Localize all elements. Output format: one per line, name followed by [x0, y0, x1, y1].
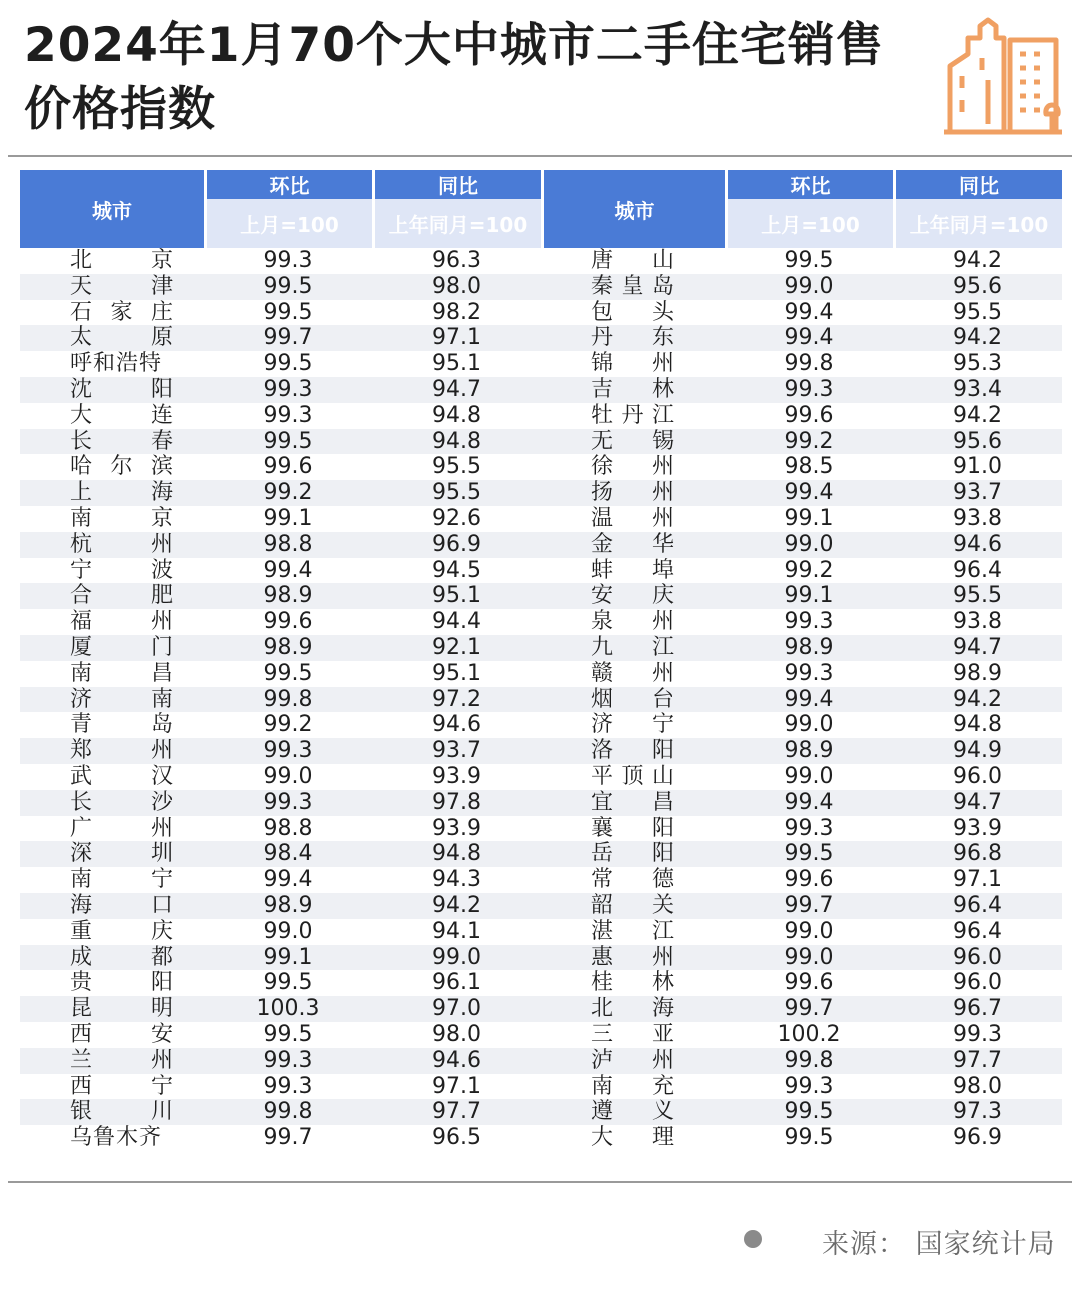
left-yoy-value: 96.9 — [372, 532, 541, 558]
left-city-name: 成都 — [20, 945, 204, 971]
right-city-name: 泸州 — [541, 1048, 725, 1074]
left-mom-value: 99.3 — [263, 402, 313, 428]
left-city-name: 兰州 — [20, 1048, 204, 1074]
left-city-name: 济南 — [20, 687, 204, 713]
right-yoy-value: 95.3 — [953, 351, 1002, 377]
city-buildings-icon — [940, 14, 1066, 136]
left-yoy-value: 97.1 — [372, 325, 541, 351]
right-city-name: 扬州 — [541, 480, 725, 506]
left-city-name: 厦门 — [20, 635, 204, 661]
right-mom-value: 99.7 — [725, 893, 893, 919]
right-city-name: 赣州 — [591, 660, 675, 686]
right-city-name: 蚌埠 — [591, 557, 675, 583]
left-yoy-value: 93.7 — [372, 738, 541, 764]
right-yoy-value: 96.4 — [893, 893, 1062, 919]
left-mom-value: 99.6 — [263, 454, 313, 480]
top-divider — [8, 155, 1072, 157]
right-mom-value: 99.5 — [784, 1125, 834, 1151]
table-row — [20, 790, 1062, 816]
left-yoy-value: 97.0 — [372, 996, 541, 1022]
left-mom-value: 98.9 — [204, 893, 372, 919]
left-mom-value: 99.5 — [263, 660, 313, 686]
left-mom-value: 99.3 — [204, 377, 372, 403]
table-row — [20, 351, 1062, 377]
right-yoy-value: 95.5 — [953, 299, 1002, 325]
left-mom-value: 99.7 — [263, 1125, 313, 1151]
left-yoy-value: 94.8 — [372, 841, 541, 867]
left-yoy-value: 94.1 — [432, 918, 481, 944]
left-mom-value: 98.9 — [204, 583, 372, 609]
table-row — [20, 764, 1062, 790]
right-yoy-value: 94.8 — [953, 712, 1002, 738]
right-yoy-value: 97.1 — [953, 867, 1002, 893]
left-yoy-value: 97.2 — [372, 687, 541, 713]
table-row — [20, 738, 1062, 764]
table-row — [20, 841, 1062, 867]
left-city-name: 青岛 — [70, 712, 174, 738]
right-yoy-value: 96.0 — [893, 945, 1062, 971]
left-yoy-value: 94.7 — [372, 377, 541, 403]
dot-icon — [744, 1230, 762, 1248]
left-mom-value: 99.1 — [204, 945, 372, 971]
header-mom-right: 环比 — [725, 170, 893, 199]
left-city-name: 郑州 — [20, 738, 204, 764]
right-mom-value: 99.5 — [725, 841, 893, 867]
table-row — [20, 609, 1062, 635]
table-row — [20, 893, 1062, 919]
table-row — [20, 583, 1062, 609]
table-row — [20, 661, 1062, 687]
left-mom-value: 99.3 — [263, 248, 313, 273]
left-yoy-value: 97.8 — [372, 790, 541, 816]
right-mom-value: 99.3 — [784, 815, 834, 841]
table-row — [20, 919, 1062, 945]
left-mom-value: 100.3 — [204, 996, 372, 1022]
right-city-name: 烟台 — [541, 687, 725, 713]
right-city-name: 北海 — [541, 996, 725, 1022]
right-mom-value: 99.3 — [784, 660, 834, 686]
right-city-name: 安庆 — [541, 583, 725, 609]
right-yoy-value: 96.0 — [953, 970, 1002, 996]
right-yoy-value: 95.5 — [893, 583, 1062, 609]
table-row — [20, 635, 1062, 661]
left-city-name: 银川 — [20, 1099, 204, 1125]
left-mom-value: 99.0 — [263, 918, 313, 944]
left-yoy-value: 97.7 — [372, 1099, 541, 1125]
right-yoy-value: 93.9 — [953, 815, 1002, 841]
table-row — [20, 480, 1062, 506]
left-yoy-value: 98.0 — [432, 1021, 481, 1047]
right-mom-value: 99.2 — [725, 429, 893, 455]
right-city-name: 洛阳 — [541, 738, 725, 764]
left-mom-value: 99.5 — [263, 1021, 313, 1047]
left-yoy-value: 92.1 — [372, 635, 541, 661]
right-mom-value: 99.1 — [725, 583, 893, 609]
left-mom-value: 99.5 — [263, 970, 313, 996]
left-yoy-value: 94.4 — [432, 609, 481, 635]
right-city-name: 金华 — [541, 532, 725, 558]
left-yoy-value: 95.1 — [372, 583, 541, 609]
left-mom-value: 99.6 — [263, 609, 313, 635]
left-city-name: 沈阳 — [20, 377, 204, 403]
right-city-name: 惠州 — [541, 945, 725, 971]
table-row — [20, 996, 1062, 1022]
left-city-name: 南京 — [70, 505, 174, 531]
right-mom-value: 98.9 — [725, 635, 893, 661]
left-city-name: 杭州 — [20, 532, 204, 558]
table-row — [20, 300, 1062, 326]
table-row — [20, 1125, 1062, 1151]
table-row — [20, 687, 1062, 713]
right-city-name: 襄阳 — [591, 815, 675, 841]
left-mom-value: 99.8 — [204, 687, 372, 713]
right-city-name: 常德 — [591, 867, 675, 893]
right-yoy-value: 94.2 — [953, 402, 1002, 428]
left-city-name: 南昌 — [70, 660, 174, 686]
left-yoy-value: 99.0 — [372, 945, 541, 971]
table-row — [20, 454, 1062, 480]
table-row — [20, 970, 1062, 996]
right-yoy-value: 91.0 — [953, 454, 1002, 480]
right-city-name: 岳阳 — [541, 841, 725, 867]
left-city-name: 大连 — [70, 402, 174, 428]
right-mom-value: 99.0 — [725, 274, 893, 300]
left-mom-value: 98.8 — [204, 532, 372, 558]
right-city-name: 锦州 — [591, 351, 675, 377]
left-city-name: 乌鲁木齐 — [70, 1125, 163, 1151]
right-city-name: 宜昌 — [541, 790, 725, 816]
right-city-name: 泉州 — [591, 609, 675, 635]
left-mom-value: 99.2 — [204, 480, 372, 506]
right-yoy-value: 98.0 — [953, 1073, 1002, 1099]
left-city-name: 上海 — [20, 480, 204, 506]
right-yoy-value: 95.6 — [893, 274, 1062, 300]
right-yoy-value: 96.8 — [893, 841, 1062, 867]
header-yoy-base-left: 上年同月=100 — [372, 199, 541, 248]
left-mom-value: 99.3 — [204, 1048, 372, 1074]
right-mom-value: 100.2 — [777, 1021, 841, 1047]
table-row — [20, 945, 1062, 971]
right-yoy-value: 96.0 — [953, 763, 1002, 789]
header-yoy-right: 同比 — [893, 170, 1062, 199]
right-city-name: 遵义 — [541, 1099, 725, 1125]
left-yoy-value: 94.8 — [372, 429, 541, 455]
left-mom-value: 99.8 — [204, 1099, 372, 1125]
right-yoy-value: 96.7 — [893, 996, 1062, 1022]
right-yoy-value: 97.7 — [893, 1048, 1062, 1074]
header-city-right: 城市 — [541, 170, 725, 248]
left-mom-value: 99.5 — [263, 299, 313, 325]
left-city-name: 昆明 — [20, 996, 204, 1022]
left-yoy-value: 93.9 — [432, 763, 481, 789]
table-row — [20, 558, 1062, 584]
page-title: 2024年1月70个大中城市二手住宅销售价格指数 — [24, 18, 884, 137]
left-city-name: 深圳 — [20, 841, 204, 867]
right-city-name: 徐州 — [591, 454, 675, 480]
left-mom-value: 99.4 — [263, 867, 313, 893]
left-mom-value: 99.5 — [204, 429, 372, 455]
left-yoy-value: 96.5 — [432, 1125, 481, 1151]
right-mom-value: 99.0 — [784, 763, 834, 789]
left-mom-value: 99.2 — [263, 712, 313, 738]
right-mom-value: 99.4 — [725, 687, 893, 713]
header-mom-left: 环比 — [204, 170, 372, 199]
table-row — [20, 429, 1062, 455]
left-city-name: 合肥 — [20, 583, 204, 609]
header-yoy-base-right: 上年同月=100 — [893, 199, 1062, 248]
left-mom-value: 99.4 — [263, 557, 313, 583]
right-yoy-value: 98.9 — [953, 660, 1002, 686]
left-yoy-value: 94.6 — [372, 1048, 541, 1074]
right-city-name: 三亚 — [591, 1021, 675, 1047]
left-mom-value: 99.0 — [263, 763, 313, 789]
header-city-left: 城市 — [20, 170, 204, 248]
left-city-name: 西宁 — [70, 1073, 174, 1099]
right-mom-value: 99.1 — [784, 505, 834, 531]
right-yoy-value: 97.3 — [893, 1099, 1062, 1125]
left-mom-value: 98.4 — [204, 841, 372, 867]
left-yoy-value: 95.1 — [432, 660, 481, 686]
right-yoy-value: 95.6 — [893, 429, 1062, 455]
table-row — [20, 377, 1062, 403]
source-note: 来源： 国家统计局 — [822, 1229, 1056, 1260]
right-yoy-value: 94.6 — [893, 532, 1062, 558]
right-mom-value: 99.3 — [725, 377, 893, 403]
table-row — [20, 506, 1062, 532]
right-city-name: 九江 — [541, 635, 725, 661]
left-city-name: 南宁 — [70, 867, 174, 893]
left-yoy-value: 97.1 — [432, 1073, 481, 1099]
right-mom-value: 99.3 — [784, 609, 834, 635]
right-mom-value: 99.4 — [725, 325, 893, 351]
left-yoy-value: 93.9 — [432, 815, 481, 841]
right-yoy-value: 93.8 — [953, 609, 1002, 635]
left-yoy-value: 95.5 — [432, 454, 481, 480]
right-mom-value: 98.5 — [784, 454, 834, 480]
left-city-name: 福州 — [70, 609, 174, 635]
right-city-name: 牡丹江 — [591, 402, 675, 428]
right-yoy-value: 93.4 — [893, 377, 1062, 403]
table-row — [20, 1022, 1062, 1048]
left-city-name: 长沙 — [20, 790, 204, 816]
right-mom-value: 99.5 — [725, 1099, 893, 1125]
left-city-name: 太原 — [20, 325, 204, 351]
left-yoy-value: 94.8 — [432, 402, 481, 428]
right-city-name: 唐山 — [591, 248, 675, 273]
right-yoy-value: 94.2 — [953, 248, 1002, 273]
right-yoy-value: 94.7 — [893, 790, 1062, 816]
table-row — [20, 325, 1062, 351]
left-yoy-value: 96.1 — [432, 970, 481, 996]
right-city-name: 秦皇岛 — [541, 274, 725, 300]
right-yoy-value: 94.7 — [893, 635, 1062, 661]
header-yoy-left: 同比 — [372, 170, 541, 199]
left-yoy-value: 94.6 — [432, 712, 481, 738]
right-city-name: 南充 — [591, 1073, 675, 1099]
right-city-name: 韶关 — [541, 893, 725, 919]
left-city-name: 宁波 — [70, 557, 174, 583]
header-mom-base-right: 上月=100 — [725, 199, 893, 248]
left-city-name: 西安 — [70, 1021, 174, 1047]
table-body — [20, 248, 1062, 1151]
right-mom-value: 99.0 — [784, 712, 834, 738]
right-mom-value: 99.5 — [784, 248, 834, 273]
right-mom-value: 99.8 — [784, 351, 834, 377]
table-row — [20, 816, 1062, 842]
left-city-name: 贵阳 — [70, 970, 174, 996]
right-city-name: 湛江 — [591, 918, 675, 944]
left-city-name: 武汉 — [70, 763, 174, 789]
right-yoy-value: 94.9 — [893, 738, 1062, 764]
right-mom-value: 99.6 — [784, 402, 834, 428]
table-row — [20, 1074, 1062, 1100]
table-row — [20, 532, 1062, 558]
left-yoy-value: 98.2 — [432, 299, 481, 325]
right-city-name: 温州 — [591, 505, 675, 531]
right-city-name: 丹东 — [541, 325, 725, 351]
right-mom-value: 99.2 — [784, 557, 834, 583]
left-mom-value: 99.1 — [263, 505, 313, 531]
right-yoy-value: 93.7 — [893, 480, 1062, 506]
left-yoy-value: 95.1 — [432, 351, 481, 377]
left-yoy-value: 92.6 — [432, 505, 481, 531]
right-mom-value: 99.7 — [725, 996, 893, 1022]
right-mom-value: 99.3 — [784, 1073, 834, 1099]
left-mom-value: 98.8 — [263, 815, 313, 841]
right-city-name: 吉林 — [541, 377, 725, 403]
left-mom-value: 99.3 — [204, 790, 372, 816]
right-mom-value: 99.0 — [725, 532, 893, 558]
table-row — [20, 403, 1062, 429]
left-city-name: 北京 — [70, 248, 174, 273]
price-index-table — [20, 170, 1062, 1151]
right-mom-value: 99.4 — [784, 299, 834, 325]
right-yoy-value: 93.8 — [953, 505, 1002, 531]
left-city-name: 呼和浩特 — [70, 351, 163, 377]
left-city-name: 重庆 — [70, 918, 174, 944]
table-row — [20, 712, 1062, 738]
right-mom-value: 99.6 — [784, 867, 834, 893]
table-row — [20, 867, 1062, 893]
right-yoy-value: 94.2 — [893, 687, 1062, 713]
right-mom-value: 99.8 — [725, 1048, 893, 1074]
left-city-name: 哈尔滨 — [70, 454, 174, 480]
right-city-name: 平顶山 — [591, 763, 675, 789]
right-yoy-value: 94.2 — [893, 325, 1062, 351]
left-city-name: 石家庄 — [70, 299, 174, 325]
left-mom-value: 98.9 — [204, 635, 372, 661]
right-mom-value: 99.0 — [725, 945, 893, 971]
left-mom-value: 99.3 — [204, 738, 372, 764]
header-mom-base-left: 上月=100 — [204, 199, 372, 248]
left-yoy-value: 95.5 — [372, 480, 541, 506]
right-city-name: 无锡 — [541, 429, 725, 455]
right-yoy-value: 96.4 — [953, 557, 1002, 583]
right-city-name: 大理 — [591, 1125, 675, 1151]
right-mom-value: 99.6 — [784, 970, 834, 996]
left-city-name: 广州 — [70, 815, 174, 841]
right-city-name: 包头 — [591, 299, 675, 325]
table-row — [20, 1048, 1062, 1074]
right-mom-value: 99.4 — [725, 480, 893, 506]
left-mom-value: 99.7 — [204, 325, 372, 351]
left-mom-value: 99.3 — [263, 1073, 313, 1099]
left-city-name: 长春 — [20, 429, 204, 455]
right-yoy-value: 96.4 — [953, 918, 1002, 944]
left-yoy-value: 94.5 — [432, 557, 481, 583]
right-yoy-value: 96.9 — [953, 1125, 1002, 1151]
left-mom-value: 99.5 — [204, 274, 372, 300]
right-city-name: 济宁 — [591, 712, 675, 738]
left-mom-value: 99.5 — [263, 351, 313, 377]
right-city-name: 桂林 — [591, 970, 675, 996]
left-yoy-value: 98.0 — [372, 274, 541, 300]
left-city-name: 天津 — [20, 274, 204, 300]
left-city-name: 海口 — [20, 893, 204, 919]
table-row — [20, 274, 1062, 300]
left-yoy-value: 94.2 — [372, 893, 541, 919]
table-row — [20, 1099, 1062, 1125]
left-yoy-value: 94.3 — [432, 867, 481, 893]
left-yoy-value: 96.3 — [432, 248, 481, 273]
right-yoy-value: 99.3 — [953, 1021, 1002, 1047]
bottom-divider — [8, 1181, 1072, 1183]
table-row — [20, 248, 1062, 274]
right-mom-value: 99.4 — [725, 790, 893, 816]
right-mom-value: 99.0 — [784, 918, 834, 944]
right-mom-value: 98.9 — [725, 738, 893, 764]
